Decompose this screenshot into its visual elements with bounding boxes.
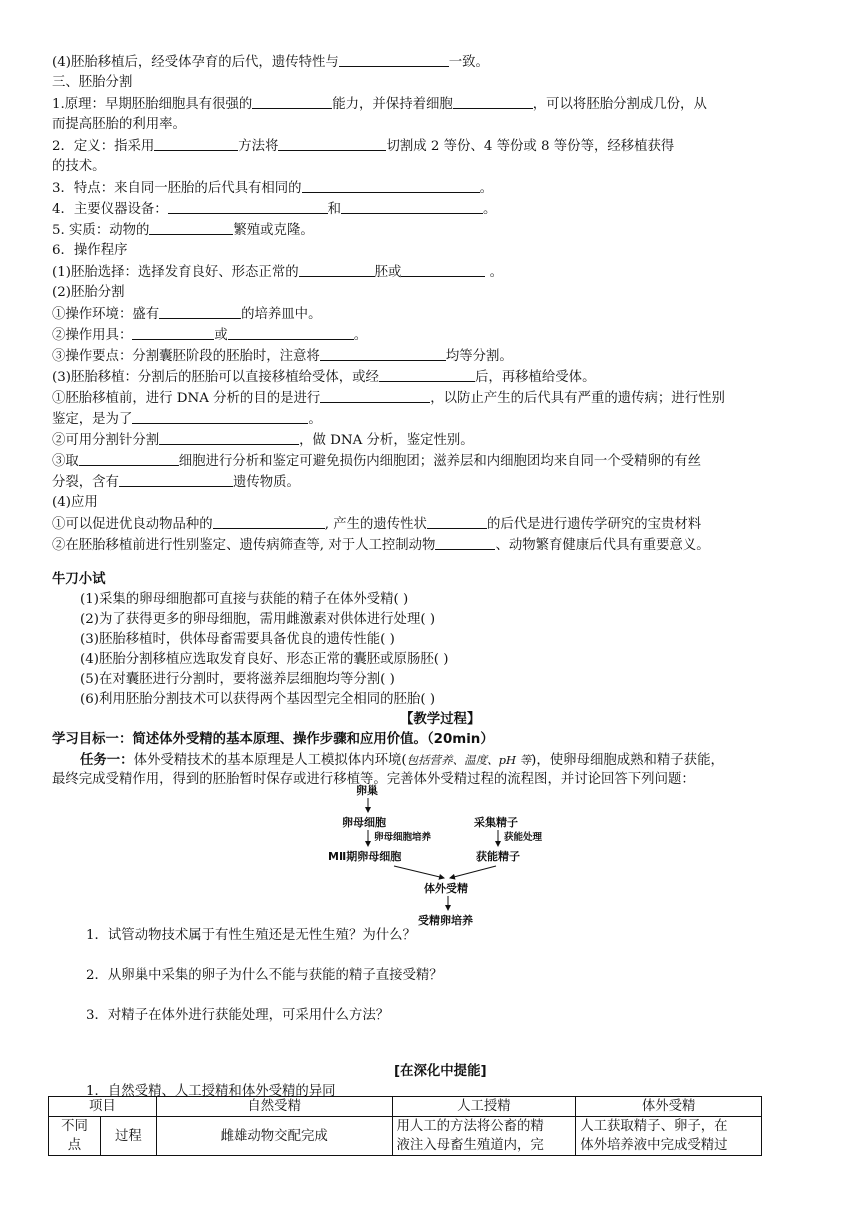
deepen-heading: [在深化中提能] — [394, 1064, 487, 1079]
quiz-item: (5)在对囊胚进行分割时，要将滋养层细胞均等分割( ) — [80, 672, 395, 687]
header-natural: 自然受精 — [156, 1097, 392, 1117]
line-definition: 2．定义：指采用 方法将 切割成 2 等份、4 等份或 8 等份等，经移植获得 — [52, 136, 674, 156]
question-2: 2．从卵巢中采集的卵子为什么不能与获能的精子直接受精？ — [86, 968, 443, 983]
blank[interactable] — [213, 514, 325, 529]
quiz-item: (4)胚胎分割移植应选取发育良好、形态正常的囊胚或原肠胚( ) — [80, 652, 449, 667]
question-3: 3．对精子在体外进行获能处理，可采用什么方法？ — [86, 1008, 390, 1023]
line-sex-identification: 鉴定，是为了 。 — [52, 409, 322, 429]
question-1: 1．试管动物技术属于有性生殖还是无性生殖？为什么？ — [86, 928, 416, 943]
blank[interactable] — [132, 325, 214, 340]
line-principle-cont: 而提高胚胎的利用率。 — [52, 117, 186, 132]
blank[interactable] — [132, 409, 308, 424]
line-embryo-transfer-heredity: (4)胚胎移植后，经受体孕育的后代，遗传特性与 一致。 — [52, 52, 489, 72]
blank[interactable] — [149, 220, 233, 235]
blank[interactable] — [228, 325, 354, 340]
blank[interactable] — [435, 535, 495, 550]
blank[interactable] — [339, 52, 449, 67]
blank[interactable] — [320, 388, 430, 403]
cell-ivf-process: 人工获取精子、卵子，在 体外培养液中完成受精过 — [576, 1117, 762, 1156]
line-essence: 5. 实质：动物的 繁殖或克隆。 — [52, 220, 314, 240]
blank[interactable] — [341, 199, 483, 214]
capacitated-sperm-label: 获能精子 — [476, 850, 520, 863]
task-1-cont: 最终完成受精作用，得到的胚胎暂时保存或进行移植等。完善体外受精过程的流程图，并讨论回答下列问题： — [52, 772, 695, 787]
blank[interactable] — [427, 514, 487, 529]
fertilization-comparison-table — [48, 1096, 762, 1156]
ovary-label: 卵巢 — [356, 784, 378, 797]
table-row — [49, 1097, 762, 1117]
quiz-item: (6)利用胚胎分割技术可以获得两个基因型完全相同的胚胎( ) — [80, 692, 436, 707]
blank[interactable] — [168, 199, 328, 214]
line-transfer: (3)胚胎移植：分割后的胚胎可以直接移植给受体，或经 后，再移植给受体。 — [52, 367, 595, 387]
teaching-process-heading: 【教学过程】 — [400, 712, 481, 727]
line-environment: ①操作环境：盛有 的培养皿中。 — [52, 304, 321, 324]
collect-sperm-label: 采集精子 — [474, 816, 518, 829]
quiz-title: 牛刀小试 — [52, 572, 106, 587]
line-feature: 3．特点：来自同一胚胎的后代具有相同的 。 — [52, 178, 493, 198]
ivf-label: 体外受精 — [424, 882, 468, 895]
zygote-culture-label: 受精卵培养 — [418, 914, 473, 927]
line-take-cells: ③取 细胞进行分析和鉴定可避免损伤内细胞团；滋养层和内细胞团均来自同一个受精卵的有丝 — [52, 451, 701, 471]
line-dna-analysis: ①胚胎移植前，进行 DNA 分析的目的是进行 ，以防止产生的后代具有严重的遗传病；进行性别 — [52, 388, 725, 408]
oocyte-culture-label: 卵母细胞培养 — [374, 832, 432, 843]
cell-artificial-process: 用人工的方法将公畜的精 液注入母畜生殖道内，完 — [392, 1117, 576, 1156]
blank[interactable] — [159, 304, 241, 319]
mii-oocyte-label: MⅡ期卵母细胞 — [328, 850, 402, 863]
blank[interactable] — [252, 94, 332, 109]
header-artificial: 人工授精 — [392, 1097, 576, 1117]
line-embryo-selection: (1)胚胎选择：选择发育良好、形态正常的 胚或 。 — [52, 262, 503, 282]
line-genetic-material: 分裂，含有 遗传物质。 — [52, 472, 300, 492]
arrow — [450, 866, 496, 878]
blank[interactable] — [302, 178, 480, 193]
deepen-item-1: 1．自然受精、人工授精和体外受精的异同 — [86, 1084, 336, 1099]
line-tools: ②操作用具： 或 。 — [52, 325, 367, 345]
line-procedure: 6．操作程序 — [52, 243, 128, 258]
line-application: (4)应用 — [52, 495, 98, 510]
blank[interactable] — [401, 262, 485, 277]
line-equipment: 4．主要仪器设备： 和 。 — [52, 199, 496, 219]
arrow — [394, 866, 444, 878]
blank[interactable] — [79, 451, 179, 466]
blank[interactable] — [278, 136, 386, 151]
ivf-flowchart — [324, 770, 564, 930]
learning-goal-1: 学习目标一：简述体外受精的基本原理、操作步骤和应用价值。（20min） — [52, 732, 494, 747]
line-definition-cont: 的技术。 — [52, 159, 106, 174]
line-embryo-splitting: (2)胚胎分割 — [52, 285, 125, 300]
line-split-needle: ②可用分割针分割 ，做 DNA 分析，鉴定性别。 — [52, 430, 474, 450]
line-application-1: ①可以促进优良动物品种的 , 产生的遗传性状 的后代是进行遗传学研究的宝贵材料 — [52, 514, 701, 534]
blank[interactable] — [453, 94, 533, 109]
row-label-process: 过程 — [100, 1117, 156, 1156]
line-principle: 1.原理：早期胚胎细胞具有很强的 能力，并保持着细胞 ，可以将胚胎分割成几份，从 — [52, 94, 707, 114]
oocyte-label: 卵母细胞 — [342, 816, 386, 829]
table-row — [49, 1117, 762, 1156]
quiz-item: (1)采集的卵母细胞都可直接与获能的精子在体外受精( ) — [80, 592, 409, 607]
capacitation-label: 获能处理 — [504, 832, 543, 843]
header-ivf: 体外受精 — [576, 1097, 762, 1117]
blank[interactable] — [119, 472, 233, 487]
blank[interactable] — [159, 430, 299, 445]
blank[interactable] — [299, 262, 375, 277]
blank[interactable] — [379, 367, 475, 382]
quiz-item: (2)为了获得更多的卵母细胞，需用雌激素对供体进行处理( ) — [80, 612, 436, 627]
quiz-item: (3)胚胎移植时，供体母畜需要具备优良的遗传性能( ) — [80, 632, 395, 647]
task-1: 任务一：体外受精技术的基本原理是人工模拟体内环境(包括营养、温度、pH 等)，使卵母细胞成熟和精子获能， — [80, 753, 724, 768]
row-group-differences: 不同 点 — [49, 1117, 101, 1156]
blank[interactable] — [320, 346, 446, 361]
section-heading-embryo-splitting: 三、胚胎分割 — [52, 75, 133, 90]
header-item: 项目 — [49, 1097, 157, 1117]
cell-natural-process: 雌雄动物交配完成 — [156, 1117, 392, 1156]
line-application-2: ②在胚胎移植前进行性别鉴定、遗传病筛查等, 对于人工控制动物 、动物繁育健康后代具有重要意义。 — [52, 535, 710, 555]
blank[interactable] — [154, 136, 238, 151]
line-key-points: ③操作要点：分割囊胚阶段的胚胎时，注意将 均等分割。 — [52, 346, 513, 366]
